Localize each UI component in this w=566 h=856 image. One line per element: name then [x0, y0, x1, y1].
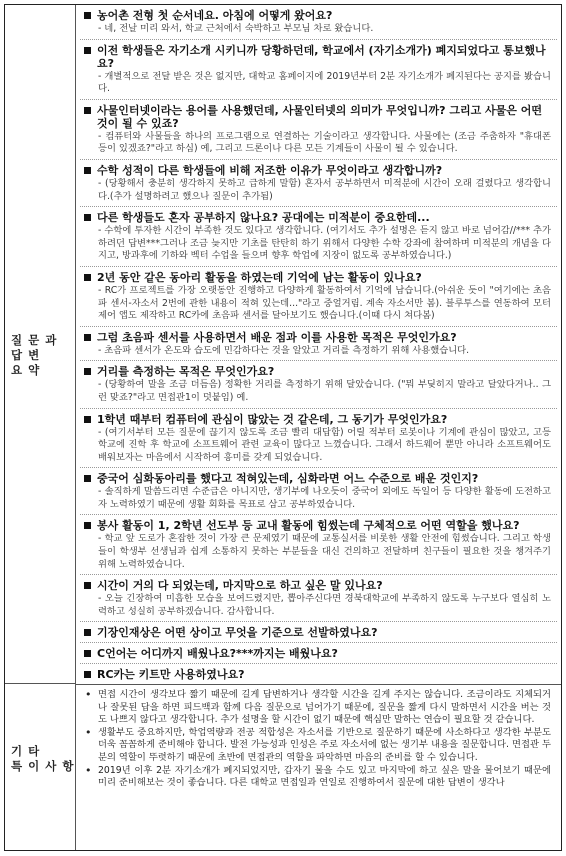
square-bullet-icon: [84, 274, 91, 281]
answer-text: - (여기서부터 모든 질문에 끊기지 않도록 조금 빨리 대답함) 어릴 적부터 로봇이나 기계에 관심이 많았고, 고등학교에 진학 후 학교에 소프트웨어 관련 교육이 많다고 느꼈습니다. 그래서 하드웨어 뿐만 아니라 소프트웨어도 배워보자는 마음에서 시작하여 흥미를 갖게 되었습니다.: [98, 426, 551, 463]
notes-section-label: 기 타 특 이 사 항: [11, 744, 75, 773]
bullet-icon: •: [85, 688, 92, 701]
question-text: 시간이 거의 다 되었는데, 마지막으로 하고 싶은 말 있나요?: [97, 579, 383, 593]
square-bullet-icon: [84, 107, 91, 114]
question: [76, 643, 561, 660]
qa-item: [76, 643, 561, 663]
answer-text: - 솔직하게 말씀드리면 수준급은 아니지만, 생기부에 나오듯이 중국어 외에도 독일어 등 다양한 활동에 도전하고자 노력하였기 때문에 생활 회화를 목표로 삼고 공부하였습니다.: [98, 486, 551, 510]
square-bullet-icon: [84, 475, 91, 482]
question: [76, 40, 561, 70]
qa-section-label: 질 문 과 답 변 요 약: [11, 333, 58, 377]
question-text: 기장인재상은 어떤 상이고 무엇을 기준으로 선발하였나요?: [97, 626, 378, 640]
qa-item: [76, 361, 561, 407]
question: [76, 515, 561, 532]
square-bullet-icon: [84, 671, 91, 678]
answer-text: - 오늘 긴장하여 미흡한 모습을 보여드렸지만, 뽑아주신다면 경북대학교에 부족하지 않도록 누구보다 열심히 노력하고 성실히 공부하겠습니다. 감사합니다.: [98, 593, 551, 617]
interview-report: [4, 4, 562, 851]
question: [76, 100, 561, 130]
qa-list: [76, 5, 561, 685]
square-bullet-icon: [84, 522, 91, 529]
note-text: 면접 시간이 생각보다 짧기 때문에 길게 답변하거나 생각할 시간을 길게 주지는 않습니다. 조금이라도 지체되거나 잘못된 답을 하면 피드백과 함께 다음 질문으로 넘어가기 때문에, 질문을 짧게 다시 말하면서 시간을 버는 것도 나쁘지 않다고 생각합니다. 추가 설명을 할 시간이 없기 때문에 핵심만 말하는 연습이 필요할 것 같습니다.: [98, 689, 551, 726]
qa-item: [76, 5, 561, 39]
qa-item: [76, 575, 561, 621]
qa-item: [76, 327, 561, 361]
question: [76, 160, 561, 177]
question-text: 그럼 초음파 센서를 사용하면서 배운 점과 이를 사용한 목적은 무엇인가요?: [97, 330, 457, 344]
square-bullet-icon: [84, 334, 91, 341]
note-item: [76, 765, 561, 790]
notes-section-label-cell: [5, 684, 76, 850]
question-text: 수학 성적이 다른 학생들에 비해 저조한 이유가 무엇이라고 생각합니까?: [97, 163, 443, 177]
qa-item: [76, 664, 561, 684]
note-item: [76, 689, 561, 727]
question: [76, 267, 561, 284]
question-text: 중국어 심화동아리를 했다고 적혀있는데, 심화라면 어느 수준으로 배운 것인지?: [97, 472, 479, 486]
qa-section-label-cell: [5, 5, 76, 684]
answer-text: - 네, 전날 미리 와서, 학교 근처에서 숙박하고 부모님 차로 왔습니다.: [98, 23, 374, 34]
qa-item: [76, 40, 561, 99]
question-text: 1학년 때부터 컴퓨터에 관심이 많았는 것 같은데, 그 동기가 무엇인가요?: [97, 412, 448, 426]
question-text: 이전 학생들은 자기소개 시키니까 당황하던데, 학교에서 (자기소개가) 폐지되었다고 통보했나요?: [97, 43, 546, 70]
question: [76, 361, 561, 378]
square-bullet-icon: [84, 582, 91, 589]
square-bullet-icon: [84, 47, 91, 54]
answer-text: - (당황하여 말을 조금 더듬음) 정확한 거리를 측정하기 위해 달았습니다. ("뭐 부딪히지 말라고 달았다거나.. 그런 맞죠?"라고 면접관1이 덧붙임) 예.: [98, 379, 551, 403]
question-text: 사물인터넷이라는 용어를 사용했던데, 사물인터넷의 의미가 무엇입니까? 그리고 사물은 어떤 것이 될 수 있죠?: [97, 103, 542, 130]
square-bullet-icon: [84, 416, 91, 423]
answer-text: - 학교 앞 도로가 혼잡한 것이 가장 큰 문제였기 때문에 교통실서를 비롯한 생활 안전에 힘썼습니다. 그리고 학생들이 학생부 선생님과 쉽게 소통하지 못하는 부분들을 대신 건의하고 전달하며 친구들이 필요한 것을 챙겨주기 위해 노력하였습니다.: [98, 533, 551, 570]
qa-item: [76, 160, 561, 206]
note-text: 생활부도 중요하지만, 학업역량과 전공 적합성은 자소서를 기반으로 질문하기 때문에 사소하다고 생각한 부분도 더욱 꼼꼼하게 준비해야 합니다. 발전 가능성과 인성은 주로 자소서에 없는 생기부 내용을 질문합니다. 면접관 두 분의 역할이 뚜렷하기 때문에 초반에 면접관의 역할을 파악하면 마음의 준비를 할 수 있습니다.: [98, 726, 551, 763]
qa-item: [76, 100, 561, 159]
question: [76, 622, 561, 639]
question-text: 농어촌 전형 첫 순서네요. 아침에 어떻게 왔어요?: [97, 9, 333, 22]
qa-item: [76, 468, 561, 514]
question: [76, 327, 561, 344]
question: [76, 575, 561, 592]
question: [76, 664, 561, 681]
notes-list: [76, 684, 561, 850]
note-text: 2019년 이후 2분 자기소개가 폐지되었지만, 갑자기 물을 수도 있고 마지막에 하고 싶은 말을 물어보기 때문에 미리 준비해보는 것이 좋습니다. 다른 대학교 면접일과 연일로 진행하여서 질문에 대한 답변이 생각나: [98, 764, 551, 789]
question-text: 2년 동안 같은 동아리 활동을 하였는데 기억에 남는 활동이 있나요?: [97, 270, 422, 284]
square-bullet-icon: [84, 12, 91, 19]
square-bullet-icon: [84, 368, 91, 375]
question-text: 다른 학생들도 혼자 공부하지 않나요? 공대에는 미적분이 중요한데...: [97, 211, 430, 225]
square-bullet-icon: [84, 167, 91, 174]
answer-text: - 수학에 투자한 시간이 부족한 것도 있다고 생각합니다. (여기서도 추가 설명은 듣지 않고 바로 넘어감//*** 추가하려던 답변***그러나 조금 늦지만 기초를 탄탄히 하기 위해서 다양한 수학 강좌에 참여하며 미적분의 개념을 다지고, 방과후에 기하와 벡터 수업을 들으며 향후 학업에 지장이 없도록 공부하였습니다.): [98, 225, 551, 262]
question: [76, 5, 561, 22]
question-text: 거리를 측정하는 목적은 무엇인가요?: [97, 365, 275, 379]
question-text: RC카는 키트만 사용하였나요?: [97, 668, 245, 682]
square-bullet-icon: [84, 214, 91, 221]
question: [76, 207, 561, 224]
qa-item: [76, 622, 561, 642]
qa-item: [76, 409, 561, 468]
note-item: [76, 727, 561, 765]
answer-text: - (당황해서 충분히 생각하지 못하고 급하게 말함) 혼자서 공부하면서 미적분에 시간이 오래 걸렸다고 생각합니다.(추가 설명하려고 했으나 질문이 추가됨): [98, 177, 551, 202]
answer-text: - 개별적으로 전달 받은 것은 없지만, 대학교 홈페이지에 2019년부터 2분 자기소개가 폐지된다는 공지를 봤습니다.: [98, 70, 551, 95]
qa-item: [76, 515, 561, 574]
square-bullet-icon: [84, 629, 91, 636]
answer-text: - RC가 프로젝트를 가장 오랫동안 진행하고 다양하게 활동하여서 기억에 남습니다.(아쉬운 듯이 "여기에는 초음파 센서-자소서 2번에 관한 내용이 적혀 있는데..."라고 중얼거림. 계속 자소서만 봄). 블루투스를 연동하여 모터 제어 앱도 제작하고 RC카에 초음파 센서를 달아보기도 했습니다.(이때 다시 쳐다봄): [98, 284, 551, 322]
qa-item: [76, 267, 561, 326]
question-text: 봉사 활동이 1, 2학년 선도부 등 교내 활동에 힘썼는데 구체적으로 어떤 역할을 했나요?: [97, 519, 520, 533]
square-bullet-icon: [84, 650, 91, 657]
question: [76, 409, 561, 426]
bullet-icon: •: [85, 725, 92, 739]
answer-text: - 초음파 센서가 온도와 습도에 민감하다는 것을 알았고 거리를 측정하기 위해 사용했습니다.: [98, 344, 470, 356]
question-text: C언어는 어디까지 배웠나요?***까지는 배웠나요?: [97, 647, 338, 661]
answer-text: - 컴퓨터와 사물들을 하나의 프로그램으로 연결하는 기술이라고 생각합니다. 사물에는 (조금 주춤하자 "휴대폰 등이 있겠죠?"라고 하심) 예, 그리고 드론이나 다른 모든 기계들이 사물이 될 수 있습니다.: [98, 130, 551, 155]
bullet-icon: •: [85, 763, 92, 777]
question: [76, 468, 561, 485]
qa-item: [76, 207, 561, 266]
